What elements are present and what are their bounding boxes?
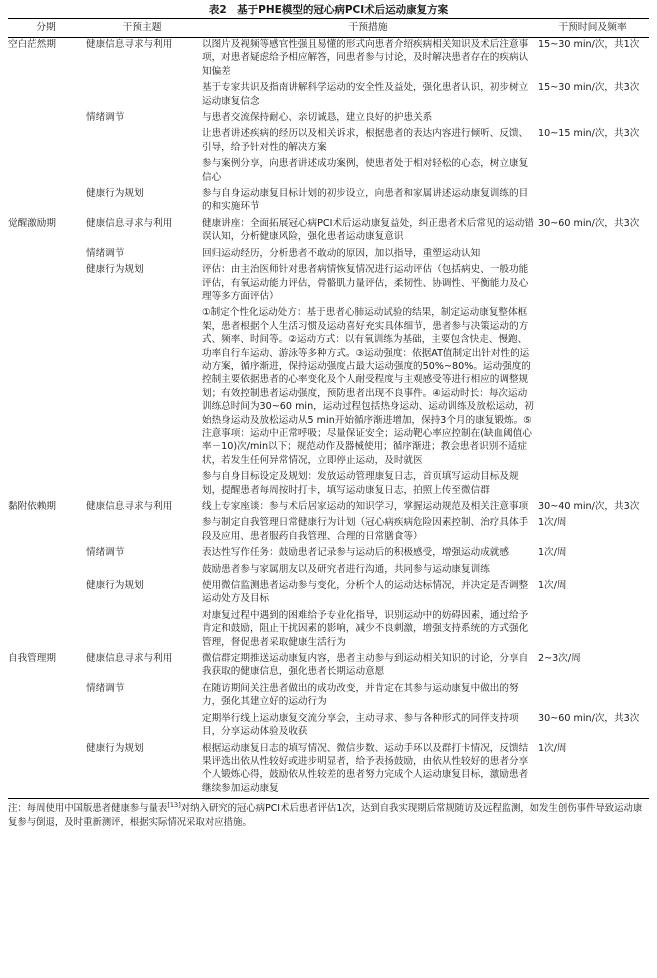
measure-cell: 参与制定自我管理日常健康行为计划（冠心病疾病危险因素控制、治疗具体手段及应用、患者服药自我管理、合理的日常膳食等） — [202, 517, 529, 542]
phase-cell — [8, 81, 84, 111]
phase-cell — [8, 742, 84, 799]
phase-cell — [8, 609, 84, 652]
theme-cell: 健康行为规划 — [86, 580, 144, 592]
phase-cell: 黏附依赖期 — [8, 501, 56, 512]
table-title: 表2 基于PHE模型的冠心病PCI术后运动康复方案 — [208, 4, 449, 16]
measure-cell: 让患者讲述疾病的经历以及相关诉求，根据患者的表达内容进行倾听、反馈、引导，给予针对性的解决方案 — [202, 128, 529, 153]
phase-cell — [8, 306, 84, 470]
rehab-plan-table — [8, 18, 649, 799]
time-cell — [536, 306, 649, 470]
phase-cell — [8, 187, 84, 217]
table-row — [8, 81, 649, 111]
phase-cell — [8, 111, 84, 127]
measure-cell: 回归运动经历，分析患者不敢动的原因，加以指导，重塑运动认知 — [202, 247, 481, 259]
table-footnote — [8, 802, 649, 830]
theme-cell — [84, 81, 200, 111]
theme-cell — [84, 157, 200, 187]
theme-cell — [84, 306, 200, 470]
measure-cell: 定期举行线上运动康复交流分享会，主动寻求、参与各种形式的同伴支持项目，分享运动体验及收获 — [202, 712, 519, 738]
time-cell — [536, 187, 649, 217]
time-cell: 1次/周 — [536, 742, 649, 799]
theme-cell: 健康行为规划 — [84, 742, 200, 799]
measure-cell: 根据运动康复日志的填写情况、微信步数、运动手环以及群打卡情况，反馈结果评选出依从性较好或进步明显者，给予表扬鼓励，由依从性较好的患者分享个人锻炼心得，鼓励依从性较差的患者努力完成个人运动康复目标，激励患者继续参加运动康复 — [200, 742, 536, 799]
phase-cell — [8, 470, 84, 500]
time-cell — [536, 470, 649, 500]
theme-cell: 健康信息寻求与利用 — [86, 501, 173, 512]
theme-cell — [84, 563, 200, 579]
table-row — [8, 712, 649, 742]
measure-cell: 基于专家共识及指南讲解科学运动的安全性及益处，强化患者认识，初步树立运动康复信念 — [202, 82, 529, 107]
time-cell: 15~30 min/次，共1次 — [538, 39, 640, 50]
theme-cell — [84, 516, 200, 546]
time-cell — [536, 263, 649, 306]
phase-cell — [8, 263, 84, 306]
header-time: 干预时间及频率 — [536, 19, 649, 38]
table-row — [8, 682, 649, 712]
measure-cell: 以图片及视频等感官性强且易懂的形式向患者介绍疾病相关知识及术后注意事项，对患者疑虑给予相应解答，同患者参与讨论，及时解决患者存在的疾病认知偏差 — [202, 39, 529, 77]
theme-cell: 健康行为规划 — [86, 264, 144, 276]
time-cell: 30~60 min/次，共3次 — [538, 217, 640, 229]
theme-cell: 健康行为规划 — [86, 188, 144, 200]
phase-cell — [8, 247, 84, 263]
theme-cell: 健康信息寻求与利用 — [86, 217, 173, 229]
phase-cell — [8, 563, 84, 579]
measure-cell: ①制定个性化运动处方：基于患者心肺运动试验的结果，制定运动康复整体框架，患者根据个人生活习惯及运动喜好充实具体细节，患者参与决策运动的方式、频率、时间等。②运动方式：以有氧训练为基础，主要包含快走、慢跑、功率自行车运动、游泳等多种方式。③运动强度：依据AT值制定出针对性的运动方案，循序渐进，保持运动强度占最大运动强度的50%~80%。运动强度的控制主要依据患者的心率变化及个人耐受程度与主观感受等进行相应的调整规划；有效控制患者运动强度，预防患者出现不良事件。④运动时长：每次运动训练总时间为30~60 min，运动过程包括热身运动、运动训练及放松运动，初始热身运动及放松运动从5 min开始循序渐进增加，保持3个月的康复锻炼。⑤注意事项：运动中正常呼吸；尽量保证安全；运动靶心率应控制在(缺血阈值心率－10)次/min以下；规范动作及器械使用；循序渐进；教会患者识别不适症状，若发生任何异常情况，立即停止运动，及时就医 — [202, 307, 534, 466]
table-row — [8, 470, 649, 500]
theme-cell — [84, 127, 200, 157]
measure-cell: 在随访期间关注患者做出的成功改变，并肯定在其参与运动康复中做出的努力，强化其建立好的运动行为 — [202, 682, 519, 708]
header-theme: 干预主题 — [84, 19, 200, 38]
time-cell — [536, 563, 649, 579]
measure-cell: 微信群定期推送运动康复内容，患者主动参与到运动相关知识的讨论，分享自我获取的健康信息，强化患者长期运动意愿 — [202, 653, 529, 678]
table-row — [8, 563, 649, 579]
footnote-text-start: 注：每周使用中国版患者健康参与量表 — [8, 803, 168, 815]
theme-cell: 情绪调节 — [86, 682, 125, 694]
theme-cell — [84, 712, 200, 742]
time-cell — [536, 157, 649, 187]
footnote-text-end: 对纳入研究的冠心病PCI术后患者评估1次，达到自我实现期后常规随访及远程监测，如发生创伤事件导致运动康复参与倒退，及时重新测评，根据实际情况采取对应措施。 — [8, 803, 643, 829]
table-header-row — [8, 19, 649, 38]
theme-cell: 情绪调节 — [86, 112, 125, 124]
phase-cell — [8, 516, 84, 546]
phase-cell: 空白茫然期 — [8, 39, 56, 50]
phase-cell: 自我管理期 — [8, 653, 56, 665]
theme-cell: 情绪调节 — [86, 247, 125, 259]
table-row — [8, 127, 649, 157]
table-row — [8, 157, 649, 187]
phase-cell — [8, 682, 84, 712]
time-cell: 15~30 min/次，共3次 — [538, 82, 640, 94]
time-cell: 1次/周 — [538, 580, 567, 592]
table-row — [8, 187, 649, 217]
time-cell: 30~60 min/次，共3次 — [538, 712, 640, 724]
phase-cell — [8, 546, 84, 562]
time-cell: 1次/周 — [538, 547, 567, 559]
measure-cell: 线上专家座谈：参与术后居家运动的知识学习，掌握运动规范及相关注意事项 — [202, 501, 529, 512]
time-cell: 10~15 min/次，共3次 — [538, 128, 640, 140]
table-row — [8, 263, 649, 306]
footnote-reference: [13] — [167, 801, 181, 809]
table-row — [8, 652, 649, 682]
table-row — [8, 217, 649, 247]
theme-cell: 健康信息寻求与利用 — [86, 39, 173, 50]
header-phase: 分期 — [8, 19, 84, 38]
measure-cell: 表达性写作任务：鼓励患者记录参与运动后的积极感受，增强运动成就感 — [202, 547, 509, 559]
table-row — [8, 516, 649, 546]
phase-cell: 觉醒激励期 — [8, 217, 56, 229]
table-row — [8, 742, 649, 799]
measure-cell: 参与自身目标设定及规划：发放运动管理康复日志，首页填写运动目标及规划，提醒患者每周按时打卡，填写运动康复日志，拍照上传至微信群 — [202, 471, 519, 496]
table-row — [8, 247, 649, 263]
table-body — [8, 38, 649, 799]
theme-cell: 情绪调节 — [86, 547, 125, 559]
measure-cell: 参与案例分享，向患者讲述成功案例，使患者处于相对轻松的心态，树立康复信心 — [202, 158, 529, 183]
time-cell — [536, 682, 649, 712]
table-row — [8, 38, 649, 82]
table-row — [8, 546, 649, 562]
time-cell: 1次/周 — [538, 517, 567, 529]
table-row — [8, 500, 649, 516]
theme-cell: 健康信息寻求与利用 — [86, 653, 173, 665]
phase-cell — [8, 127, 84, 157]
time-cell: 30~40 min/次，共3次 — [538, 501, 640, 512]
measure-cell: 使用微信监测患者运动参与变化，分析个人的运动达标情况，并决定是否调整运动处方及目标 — [202, 580, 529, 605]
measure-cell: 鼓励患者参与家属朋友以及研究者进行沟通，共同参与运动康复训练 — [202, 563, 490, 575]
measure-cell: 评估：由主治医师针对患者病情恢复情况进行运动评估（包括病史、一般功能评估，有氧运动能力评估，骨骼肌力量评估，柔韧性、协调性、平衡能力及心理等多方面评估） — [202, 264, 529, 302]
measure-cell: 健康讲座：全面拓展冠心病PCI术后运动康复益处，纠正患者术后常见的运动错误认知，分析健康风险，强化患者运动康复意识 — [202, 217, 534, 243]
table-row — [8, 579, 649, 609]
table-row — [8, 609, 649, 652]
phase-cell — [8, 712, 84, 742]
table-row — [8, 306, 649, 470]
measure-cell: 与患者交流保持耐心、亲切诚恳，建立良好的护患关系 — [202, 112, 433, 124]
time-cell: 2~3次/周 — [538, 653, 581, 665]
measure-cell: 对康复过程中遇到的困难给予专业化指导，识别运动中的妨碍因素，通过给予肯定和鼓励，阻止干扰因素的影响，减少不良刺激，增强支持系统的方式强化管理，督促患者采取健康生活行为 — [202, 609, 529, 648]
measure-cell: 参与自身运动康复目标计划的初步设立，向患者和家属讲述运动康复训练的目的和实施环节 — [202, 188, 529, 213]
phase-cell — [8, 157, 84, 187]
theme-cell — [84, 609, 200, 652]
time-cell — [536, 609, 649, 652]
theme-cell — [84, 470, 200, 500]
phase-cell — [8, 579, 84, 609]
time-cell — [536, 247, 649, 263]
table-row — [8, 111, 649, 127]
time-cell — [536, 111, 649, 127]
header-measure: 干预措施 — [200, 19, 536, 38]
